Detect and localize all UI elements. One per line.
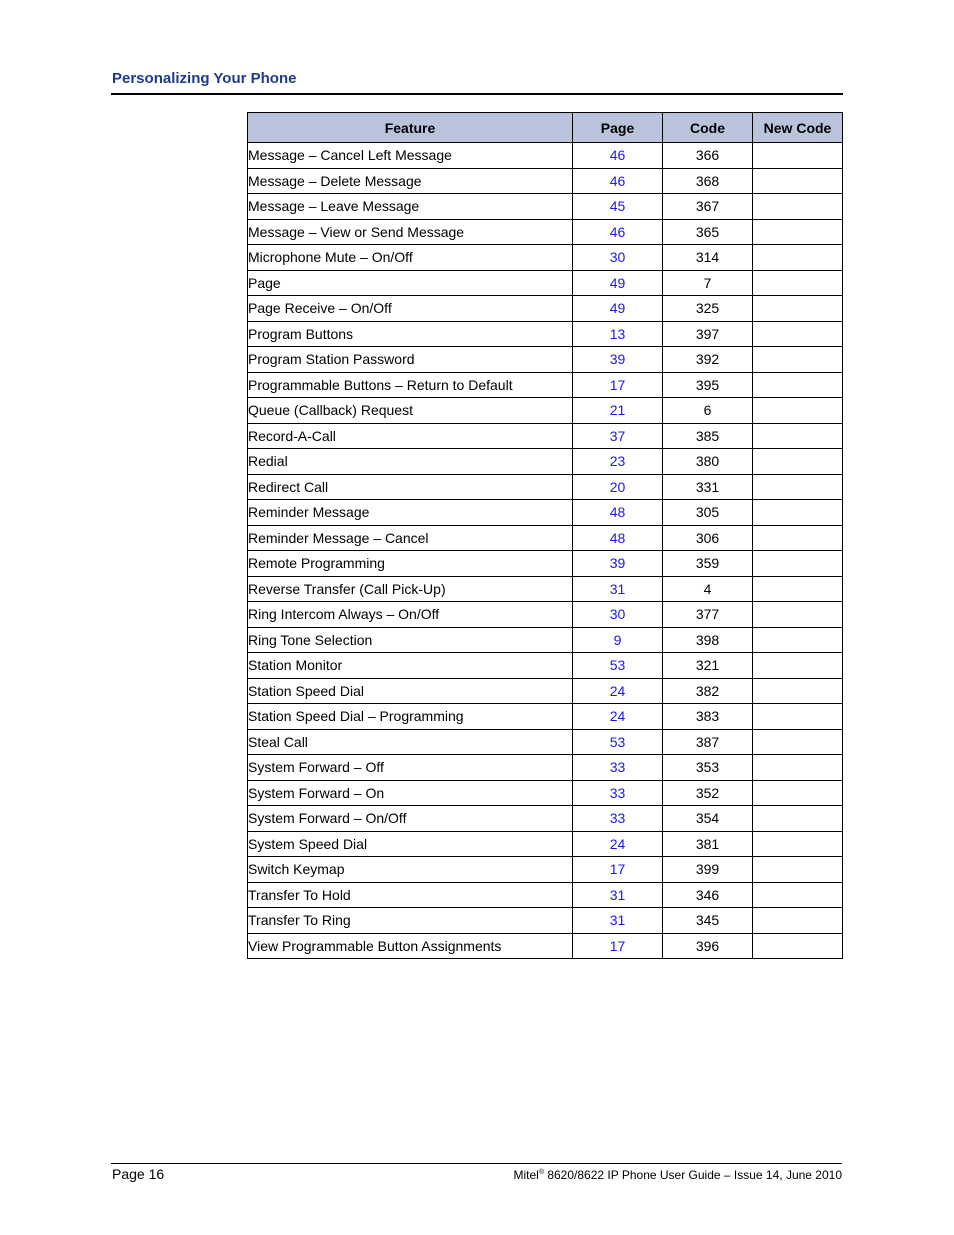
code-cell: 398 [663,627,753,653]
feature-cell: Program Station Password [248,347,573,373]
code-cell: 365 [663,219,753,245]
footer-guide-text: 8620/8622 IP Phone User Guide – Issue 14, June 2010 [544,1168,842,1182]
new-code-cell [753,729,843,755]
feature-cell: Page [248,270,573,296]
new-code-cell [753,780,843,806]
page-link[interactable]: 39 [573,347,663,373]
code-cell: 6 [663,398,753,424]
feature-cell: Remote Programming [248,551,573,577]
code-cell: 381 [663,831,753,857]
feature-cell: Station Speed Dial [248,678,573,704]
page-link[interactable]: 39 [573,551,663,577]
page-link[interactable]: 46 [573,168,663,194]
page-link[interactable]: 53 [573,729,663,755]
new-code-cell [753,194,843,220]
code-cell: 7 [663,270,753,296]
page-link[interactable]: 33 [573,806,663,832]
table-row [248,704,843,730]
table-body [248,143,843,959]
feature-cell: Page Receive – On/Off [248,296,573,322]
feature-cell: Programmable Buttons – Return to Default [248,372,573,398]
footer-divider [111,1163,842,1164]
feature-cell: Message – View or Send Message [248,219,573,245]
code-cell: 321 [663,653,753,679]
page-link[interactable]: 21 [573,398,663,424]
new-code-cell [753,423,843,449]
new-code-cell [753,908,843,934]
page-link[interactable]: 31 [573,908,663,934]
code-cell: 331 [663,474,753,500]
new-code-cell [753,270,843,296]
page-link[interactable]: 37 [573,423,663,449]
feature-cell: System Forward – On/Off [248,806,573,832]
table-row [248,551,843,577]
code-cell: 314 [663,245,753,271]
table-row [248,270,843,296]
feature-cell: Transfer To Hold [248,882,573,908]
page-link[interactable]: 53 [573,653,663,679]
new-code-cell [753,168,843,194]
table-row [248,602,843,628]
code-cell: 306 [663,525,753,551]
code-cell: 367 [663,194,753,220]
code-cell: 396 [663,933,753,959]
footer-guide-title [513,1168,842,1182]
code-cell: 387 [663,729,753,755]
page-link[interactable]: 48 [573,525,663,551]
feature-cell: Message – Cancel Left Message [248,143,573,169]
code-cell: 305 [663,500,753,526]
code-cell: 397 [663,321,753,347]
page-link[interactable]: 45 [573,194,663,220]
column-header-code: Code [663,113,753,143]
feature-cell: Steal Call [248,729,573,755]
page-link[interactable]: 46 [573,219,663,245]
table-row [248,168,843,194]
code-cell: 352 [663,780,753,806]
feature-cell: Ring Intercom Always – On/Off [248,602,573,628]
feature-cell: System Forward – On [248,780,573,806]
feature-cell: Station Speed Dial – Programming [248,704,573,730]
new-code-cell [753,372,843,398]
table-row [248,143,843,169]
code-cell: 359 [663,551,753,577]
feature-cell: Record-A-Call [248,423,573,449]
page-link[interactable]: 48 [573,500,663,526]
table-row [248,321,843,347]
new-code-cell [753,857,843,883]
table-row [248,882,843,908]
table-row [248,449,843,475]
new-code-cell [753,245,843,271]
table-header-row [248,113,843,143]
new-code-cell [753,398,843,424]
page-link[interactable]: 23 [573,449,663,475]
feature-cell: Reminder Message – Cancel [248,525,573,551]
table-row [248,219,843,245]
feature-cell: View Programmable Button Assignments [248,933,573,959]
table-row [248,576,843,602]
code-cell: 377 [663,602,753,628]
new-code-cell [753,576,843,602]
new-code-cell [753,627,843,653]
page-link[interactable]: 20 [573,474,663,500]
feature-cell: Ring Tone Selection [248,627,573,653]
new-code-cell [753,525,843,551]
table-row [248,729,843,755]
code-cell: 4 [663,576,753,602]
table-row [248,806,843,832]
table-row [248,372,843,398]
feature-cell: Redial [248,449,573,475]
page-link[interactable]: 9 [573,627,663,653]
feature-cell: Program Buttons [248,321,573,347]
code-cell: 354 [663,806,753,832]
feature-cell: Switch Keymap [248,857,573,883]
code-cell: 368 [663,168,753,194]
page-link[interactable]: 33 [573,780,663,806]
feature-cell: Message – Leave Message [248,194,573,220]
new-code-cell [753,602,843,628]
feature-cell: Reverse Transfer (Call Pick-Up) [248,576,573,602]
table-row [248,831,843,857]
table-row [248,780,843,806]
table-row [248,500,843,526]
page-link[interactable]: 31 [573,882,663,908]
feature-cell: Transfer To Ring [248,908,573,934]
table-row [248,908,843,934]
table-row [248,525,843,551]
column-header-new-code: New Code [753,113,843,143]
page-link[interactable]: 46 [573,143,663,169]
feature-cell: System Speed Dial [248,831,573,857]
code-cell: 385 [663,423,753,449]
page-link[interactable]: 17 [573,372,663,398]
code-cell: 346 [663,882,753,908]
page-link[interactable]: 30 [573,245,663,271]
header-divider [111,93,843,95]
new-code-cell [753,219,843,245]
new-code-cell [753,653,843,679]
table-row [248,474,843,500]
column-header-page: Page [573,113,663,143]
code-cell: 345 [663,908,753,934]
code-cell: 399 [663,857,753,883]
new-code-cell [753,500,843,526]
feature-cell: Message – Delete Message [248,168,573,194]
new-code-cell [753,474,843,500]
page-link[interactable]: 13 [573,321,663,347]
code-cell: 392 [663,347,753,373]
feature-cell: Redirect Call [248,474,573,500]
code-cell: 325 [663,296,753,322]
page-link[interactable]: 49 [573,296,663,322]
code-cell: 366 [663,143,753,169]
new-code-cell [753,704,843,730]
page-link[interactable]: 24 [573,678,663,704]
page-link[interactable]: 30 [573,602,663,628]
table-row [248,678,843,704]
table-row [248,933,843,959]
page-link[interactable]: 33 [573,755,663,781]
table-row [248,296,843,322]
table-row [248,423,843,449]
column-header-feature: Feature [248,113,573,143]
table-row [248,653,843,679]
new-code-cell [753,449,843,475]
footer-brand: Mitel [513,1168,539,1182]
code-cell: 383 [663,704,753,730]
new-code-cell [753,321,843,347]
feature-cell: System Forward – Off [248,755,573,781]
new-code-cell [753,806,843,832]
page-link[interactable]: 24 [573,704,663,730]
code-cell: 395 [663,372,753,398]
code-cell: 353 [663,755,753,781]
page-link[interactable]: 17 [573,933,663,959]
section-title: Personalizing Your Phone [112,70,297,87]
table-row [248,398,843,424]
new-code-cell [753,551,843,577]
new-code-cell [753,831,843,857]
new-code-cell [753,143,843,169]
feature-code-table [247,112,843,959]
table-row [248,347,843,373]
feature-cell: Microphone Mute – On/Off [248,245,573,271]
code-cell: 382 [663,678,753,704]
table-row [248,245,843,271]
table-row [248,857,843,883]
new-code-cell [753,678,843,704]
new-code-cell [753,933,843,959]
feature-cell: Reminder Message [248,500,573,526]
footer-page-number: Page 16 [112,1166,165,1182]
new-code-cell [753,296,843,322]
page-link[interactable]: 31 [573,576,663,602]
new-code-cell [753,882,843,908]
table-row [248,627,843,653]
registered-mark: ® [538,1169,544,1176]
new-code-cell [753,347,843,373]
table-row [248,755,843,781]
feature-cell: Queue (Callback) Request [248,398,573,424]
new-code-cell [753,755,843,781]
page-link[interactable]: 49 [573,270,663,296]
page-link[interactable]: 24 [573,831,663,857]
table-row [248,194,843,220]
code-cell: 380 [663,449,753,475]
feature-cell: Station Monitor [248,653,573,679]
page-link[interactable]: 17 [573,857,663,883]
